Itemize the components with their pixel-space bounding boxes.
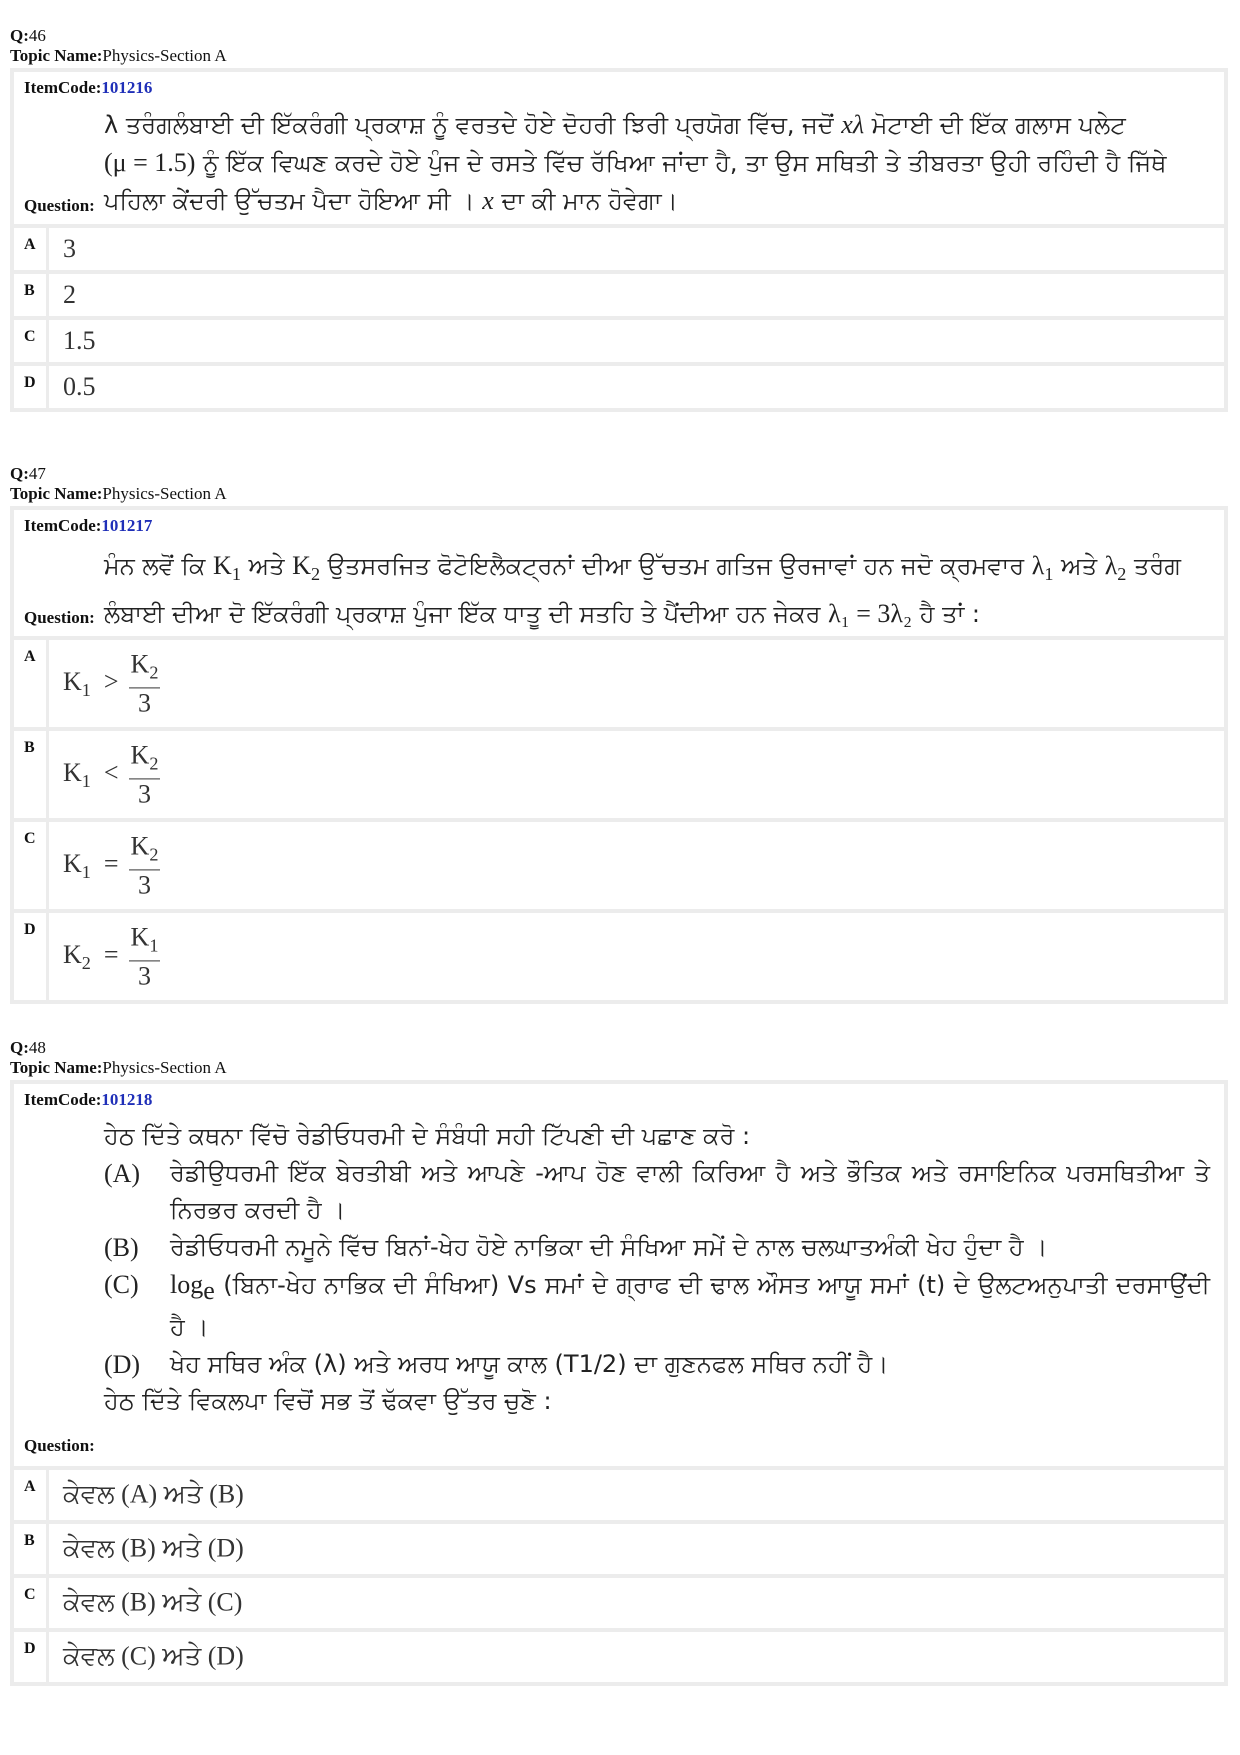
question-text	[104, 1118, 1210, 1420]
item-code: ItemCode:101216	[24, 78, 153, 97]
question-box	[14, 1084, 1224, 1466]
question-label: Question:	[24, 608, 95, 627]
question-text: ਮੰਨ ਲਵੋਂ ਕਿ $K_1$ ਅਤੇ $K_2$ ਉਤਸਰਜਿਤ ਫੋਟੋਇਲੈਕਟ੍ਰਨਾਂ ਦੀਆ ਉੱਚਤਮ ਗਤਿਜ ਉਰਜਾਵਾਂ ਹਨ ਜਦੋ ਕ੍ਰਮਵਾਰ $\lambda_1$ ਅਤੇ $\lambda_2$ ਤਰੰਗ ਲੰਬਾਈ ਦੀਆ ਦੋ ਇੱਕਰੰਗੀ ਪ੍ਰਕਾਸ਼ ਪੁੰਜਾ ਇੱਕ ਧਾਤੂ ਦੀ ਸਤਹਿ ਤੇ ਪੈਂਦੀਆ ਹਨ ਜੇਕਰ λ₁ = 3λ₂ ਹੈ ਤਾਂ :	[104, 551, 1181, 629]
option-text: ਕੇਵਲ (B) ਅਤੇ (C)	[63, 1587, 243, 1617]
option-b[interactable]: B 2	[14, 274, 1224, 316]
option-a[interactable]: A $K_1$ > $\frac{K_2}{3}$	[14, 640, 1224, 727]
question-label: Question:	[24, 196, 95, 215]
question-closing: ਹੇਠ ਦਿੱਤੇ ਵਿਕਲਪਾ ਵਿਚੋਂ ਸਭ ਤੋਂ ਢੱਕਵਾ ਉੱਤਰ ਚੁਣੋ :	[104, 1386, 552, 1415]
statement-c: (C) $\log_e$ (ਬਿਨਾ-ਖੇਹ ਨਾਭਿਕ ਦੀ ਸੰਖਿਆ) Vs ਸਮਾਂ ਦੇ ਗ੍ਰਾਫ ਦੀ ਢਾਲ ਔਸਤ ਆਯੂ ਸਮਾਂ (t) ਦੇ ਉਲਟਅਨੁਪਾਤੀ ਦਰਸਾਉਂਦੀ ਹੈ ।	[104, 1270, 1210, 1341]
question-frame	[10, 1080, 1228, 1686]
option-text: ਕੇਵਲ (A) ਅਤੇ (B)	[63, 1479, 244, 1509]
option-text: ਕੇਵਲ (B) ਅਤੇ (D)	[63, 1533, 244, 1563]
option-formula: $K_1$ < $\frac{K_2}{3}$	[63, 739, 159, 809]
topic-line: Topic Name:Physics-Section A	[10, 46, 227, 65]
topic-line: Topic Name:Physics-Section A	[10, 484, 227, 503]
question-block-47	[10, 464, 1228, 1004]
topic-line: Topic Name:Physics-Section A	[10, 1058, 227, 1077]
question-frame	[10, 68, 1228, 412]
question-box	[14, 510, 1224, 636]
question-text: λ ਤਰੰਗਲੰਬਾਈ ਦੀ ਇੱਕਰੰਗੀ ਪ੍ਰਕਾਸ਼ ਨੂੰ ਵਰਤਦੇ ਹੋਏ ਦੋਹਰੀ ਝਿਰੀ ਪ੍ਰਯੋਗ ਵਿੱਚ, ਜਦੋਂ xλ ਮੋਟਾਈ ਦੀ ਇੱਕ ਗਲਾਸ ਪਲੇਟ (μ = 1.5) ਨੂੰ ਇੱਕ ਵਿਘਣ ਕਰਦੇ ਹੋਏ ਪੁੰਜ ਦੇ ਰਸਤੇ ਵਿੱਚ ਰੱਖਿਆ ਜਾਂਦਾ ਹੈ, ਤਾ ਉਸ ਸਥਿਤੀ ਤੇ ਤੀਬਰਤਾ ਉਹੀ ਰਹਿੰਦੀ ਹੈ ਜਿੱਥੇ ਪਹਿਲਾ ਕੇਂਦਰੀ ਉੱਚਤਮ ਪੈਦਾ ਹੋਇਆ ਸੀ । x ਦਾ ਕੀ ਮਾਨ ਹੋਵੇਗਾ।	[104, 110, 1167, 215]
option-b[interactable]: B ਕੇਵਲ (B) ਅਤੇ (D)	[14, 1524, 1224, 1574]
option-d[interactable]: D ਕੇਵਲ (C) ਅਤੇ (D)	[14, 1632, 1224, 1682]
option-text: 0.5	[63, 372, 96, 401]
statement-d: (D) ਖੇਹ ਸਥਿਰ ਅੰਕ (λ) ਅਤੇ ਅਰਧ ਆਯੂ ਕਾਲ (T1/2) ਦਾ ਗੁਣਨਫਲ ਸਥਿਰ ਨਹੀਂ ਹੈ।	[104, 1349, 889, 1379]
option-text: 2	[63, 280, 76, 309]
question-number: Q:46	[10, 26, 46, 45]
option-text: 3	[63, 234, 76, 263]
option-formula: $K_2$ = $\frac{K_1}{3}$	[63, 921, 159, 991]
question-number: Q:47	[10, 464, 46, 483]
option-formula: $K_1$ = $\frac{K_2}{3}$	[63, 830, 159, 900]
question-box	[14, 72, 1224, 224]
statement-b: (B) ਰੇਡੀਓਧਰਮੀ ਨਮੂਨੇ ਵਿੱਚ ਬਿਨਾਂ-ਖੇਹ ਹੋਏ ਨਾਭਿਕਾ ਦੀ ਸੰਖਿਆ ਸਮੇਂ ਦੇ ਨਾਲ ਚਲਘਾਤਅੰਕੀ ਖੇਹ ਹੁੰਦਾ ਹੈ ।	[104, 1233, 1048, 1262]
question-frame	[10, 506, 1228, 1004]
item-code: ItemCode:101217	[24, 516, 153, 535]
option-a[interactable]: A 3	[14, 228, 1224, 270]
option-b[interactable]: B $K_1$ < $\frac{K_2}{3}$	[14, 731, 1224, 818]
question-number: Q:48	[10, 1038, 46, 1057]
option-c[interactable]: C ਕੇਵਲ (B) ਅਤੇ (C)	[14, 1578, 1224, 1628]
question-label: Question:	[24, 1436, 95, 1455]
option-c[interactable]: C $K_1$ = $\frac{K_2}{3}$	[14, 822, 1224, 909]
option-formula: $K_1$ > $\frac{K_2}{3}$	[63, 648, 159, 718]
question-block-46	[10, 26, 1228, 412]
question-intro: ਹੇਠ ਦਿੱਤੇ ਕਥਨਾ ਵਿੱਚੋ ਰੇਡੀਓਧਰਮੀ ਦੇ ਸੰਬੰਧੀ ਸਹੀ ਟਿੱਪਣੀ ਦੀ ਪਛਾਣ ਕਰੋ :	[104, 1122, 751, 1150]
option-d[interactable]: D 0.5	[14, 366, 1224, 408]
item-code: ItemCode:101218	[24, 1090, 153, 1109]
option-d[interactable]: D $K_2$ = $\frac{K_1}{3}$	[14, 913, 1224, 1000]
statement-a: (A) ਰੇਡੀਉਧਰਮੀ ਇੱਕ ਬੇਰਤੀਬੀ ਅਤੇ ਆਪਣੇ -ਆਪ ਹੋਣ ਵਾਲੀ ਕਿਰਿਆ ਹੈ ਅਤੇ ਭੌਤਿਕ ਅਤੇ ਰਸਾਇਨਿਕ ਪਰਸਥਿਤੀਆ ਤੇ ਨਿਰਭਰ ਕਰਦੀ ਹੈ ।	[104, 1159, 1210, 1224]
option-a[interactable]: A ਕੇਵਲ (A) ਅਤੇ (B)	[14, 1470, 1224, 1520]
question-block-48	[10, 1038, 1228, 1686]
option-text: 1.5	[63, 326, 96, 355]
option-c[interactable]: C 1.5	[14, 320, 1224, 362]
option-text: ਕੇਵਲ (C) ਅਤੇ (D)	[63, 1641, 244, 1671]
